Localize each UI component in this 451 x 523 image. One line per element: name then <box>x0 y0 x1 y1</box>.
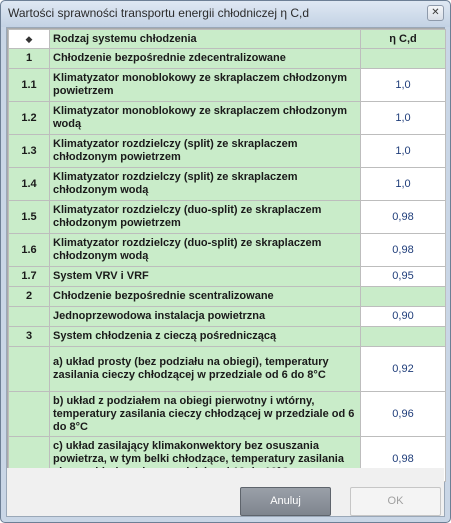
efficiency-value-cell[interactable]: 1,0 <box>361 102 446 135</box>
efficiency-value-cell <box>361 287 446 307</box>
row-number: 1 <box>9 49 50 69</box>
system-type-cell: c) układ zasilający klimakonwektory bez osuszania powietrza, w tym belki chłodzące, temperatury zasilania <box>50 437 361 482</box>
efficiency-value-cell[interactable]: 0,92 <box>361 347 446 392</box>
efficiency-value-cell[interactable]: 0,95 <box>361 267 446 287</box>
efficiency-value-cell <box>361 327 446 347</box>
row-number <box>9 392 50 437</box>
table-row[interactable] <box>9 135 446 168</box>
table-row[interactable] <box>9 168 446 201</box>
efficiency-value-cell[interactable]: 0,98 <box>361 201 446 234</box>
efficiency-value-cell[interactable]: 1,0 <box>361 135 446 168</box>
row-number: 2 <box>9 287 50 307</box>
efficiency-value-cell <box>361 49 446 69</box>
column-header-system-type[interactable]: Rodzaj systemu chłodzenia <box>50 30 361 49</box>
row-number <box>9 307 50 327</box>
table-section-row[interactable] <box>9 327 446 347</box>
row-number: 1.3 <box>9 135 50 168</box>
efficiency-table <box>7 28 444 468</box>
system-type-cell: Chłodzenie bezpośrednie scentralizowane <box>50 287 361 307</box>
efficiency-value-cell[interactable]: 0,98 <box>361 437 446 482</box>
table-section-row[interactable] <box>9 49 446 69</box>
table-row[interactable] <box>9 307 446 327</box>
table-header-row <box>9 30 446 49</box>
table-row[interactable] <box>9 102 446 135</box>
efficiency-value-cell[interactable]: 0,96 <box>361 392 446 437</box>
efficiency-value-cell[interactable]: 0,90 <box>361 307 446 327</box>
efficiency-value-cell[interactable]: 0,98 <box>361 234 446 267</box>
system-type-cell: b) układ z podziałem na obiegi pierwotny i wtórny, temperatury zasilania cieczy chłodzącej w przedziale od 6 do 8°C <box>50 392 361 437</box>
system-type-cell: Klimatyzator rozdzielczy (split) ze skraplaczem chłodzonym wodą <box>50 168 361 201</box>
efficiency-value-cell[interactable]: 1,0 <box>361 168 446 201</box>
column-header-efficiency[interactable]: η C,d <box>361 30 446 49</box>
table-row[interactable] <box>9 392 446 437</box>
dialog-content <box>6 27 445 517</box>
system-type-cell: Klimatyzator rozdzielczy (duo-split) ze skraplaczem chłodzonym wodą <box>50 234 361 267</box>
table-row[interactable] <box>9 69 446 102</box>
row-number: 1.1 <box>9 69 50 102</box>
table-row[interactable] <box>9 201 446 234</box>
system-type-cell: a) układ prosty (bez podziału na obiegi), temperatury zasilania cieczy chłodzącej w przedziale od 6 do 8°C <box>50 347 361 392</box>
system-type-cell: Jednoprzewodowa instalacja powietrzna <box>50 307 361 327</box>
table-row[interactable] <box>9 234 446 267</box>
row-number <box>9 347 50 392</box>
corner-arrow-icon: ◆ <box>9 30 50 49</box>
row-number: 1.4 <box>9 168 50 201</box>
title-bar[interactable] <box>1 1 450 27</box>
table-row[interactable] <box>9 267 446 287</box>
system-type-cell: Klimatyzator monoblokowy ze skraplaczem chłodzonym wodą <box>50 102 361 135</box>
system-type-cell: Klimatyzator rozdzielczy (split) ze skraplaczem chłodzonym powietrzem <box>50 135 361 168</box>
table-row[interactable] <box>9 347 446 392</box>
button-bar <box>7 468 444 516</box>
system-type-cell: Klimatyzator rozdzielczy (duo-split) ze skraplaczem chłodzonym powietrzem <box>50 201 361 234</box>
row-number: 1.2 <box>9 102 50 135</box>
system-type-cell: Chłodzenie bezpośrednie zdecentralizowane <box>50 49 361 69</box>
cancel-button[interactable]: Anuluj <box>240 487 331 516</box>
system-type-cell: System VRV i VRF <box>50 267 361 287</box>
system-type-cell: Klimatyzator monoblokowy ze skraplaczem chłodzonym powietrzem <box>50 69 361 102</box>
ok-button[interactable]: OK <box>350 487 441 516</box>
system-type-cell: System chłodzenia z cieczą pośredniczącą <box>50 327 361 347</box>
row-number: 3 <box>9 327 50 347</box>
window-title: Wartości sprawności transportu energii chłodniczej η C,d <box>8 6 310 20</box>
row-number: 1.5 <box>9 201 50 234</box>
efficiency-value-cell[interactable]: 1,0 <box>361 69 446 102</box>
row-number: 1.6 <box>9 234 50 267</box>
close-icon[interactable]: ✕ <box>427 5 444 21</box>
table-section-row[interactable] <box>9 287 446 307</box>
row-number: 1.7 <box>9 267 50 287</box>
